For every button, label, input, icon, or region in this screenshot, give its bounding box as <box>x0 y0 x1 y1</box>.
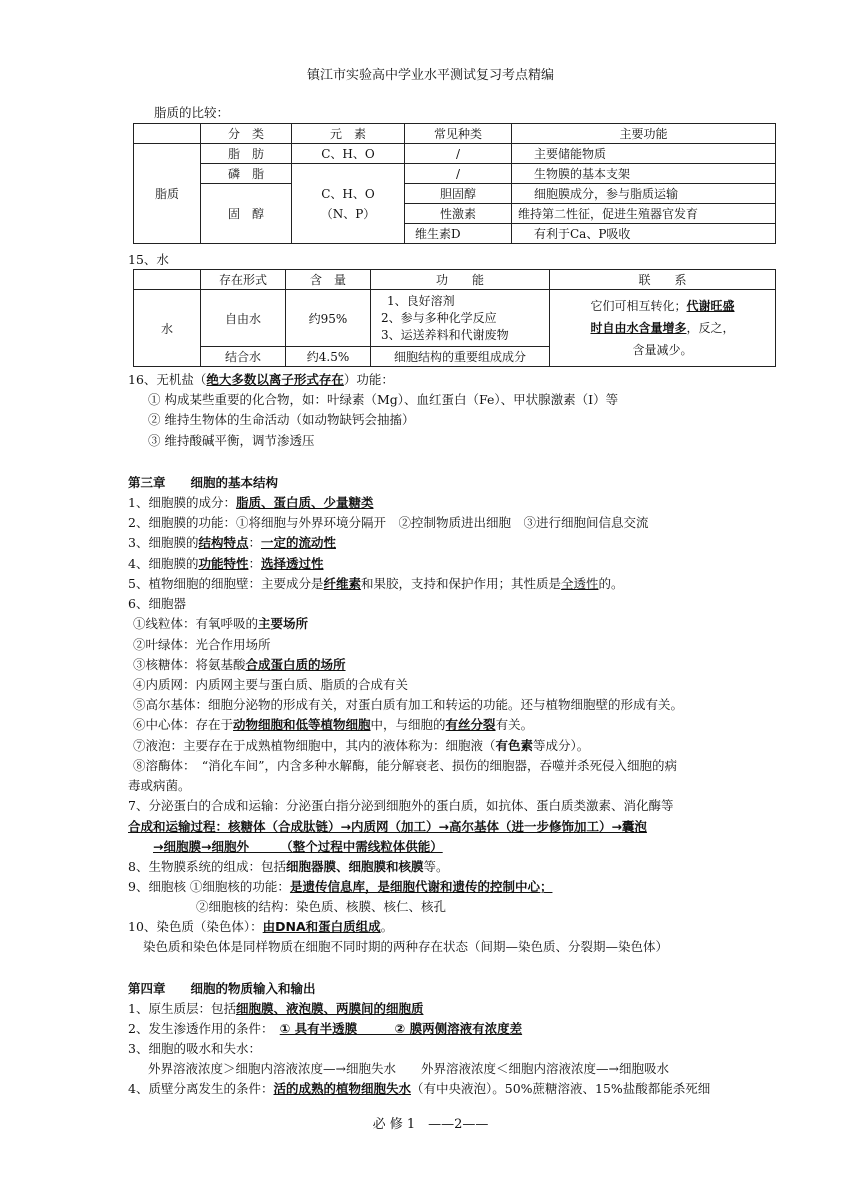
water-header-function: 功 能 <box>371 270 550 290</box>
water-relation-3: 时自由水含量增多 <box>590 321 687 335</box>
fat-name: 脂 肪 <box>201 144 292 164</box>
sterol-function-1: 细胞膜成分，参与脂质运输 <box>512 184 776 204</box>
ch3-line-9c: ②细胞核的结构：染色质、核膜、核仁、核孔 <box>196 899 447 914</box>
water-relation-1: 它们可相互转化； <box>590 299 687 313</box>
ch4-line-3b: 外界溶液浓度＞细胞内溶液浓度—→细胞失水 外界溶液浓度＜细胞内溶液浓度—→细胞吸水 <box>148 1061 669 1076</box>
ch4-l1a: 1、原生质层：包括 <box>128 1001 236 1016</box>
page-header: 镇江市实验高中学业水平测试复习考点精编 <box>306 68 554 83</box>
phospholipid-name: 磷 脂 <box>201 164 292 184</box>
o1a: ①线粒体：有氧呼吸的 <box>133 616 259 631</box>
sterol-function-2: 维持第二性征，促进生殖器官发育 <box>512 204 776 224</box>
ch3-line-9 <box>128 878 552 896</box>
free-water-name: 自由水 <box>201 290 286 347</box>
sterol-kind-3: 维生素D <box>405 224 512 244</box>
o1b: 主要场所 <box>258 616 309 631</box>
ch3-l1b: 脂质、蛋白质、少量糖类 <box>235 495 374 510</box>
water-table <box>133 269 776 367</box>
salts-title <box>128 371 394 389</box>
water-relation-4: ，反之， <box>686 321 735 335</box>
sterol-kind-1: 胆固醇 <box>405 184 512 204</box>
ch4-l4c: （有中央液泡）。50%蔗糖溶液、15%盐酸都能杀死细 <box>410 1081 711 1096</box>
water-group: 水 <box>134 290 201 367</box>
ch3-line-4 <box>128 555 324 573</box>
ch3-l1a: 1、细胞膜的成分： <box>128 495 236 510</box>
salts-title-2: 绝大多数以离子形式存在 <box>206 372 344 387</box>
ch4-l4b: 活的成熟的植物细胞失水 <box>273 1081 411 1096</box>
o6e: 有关。 <box>495 717 534 732</box>
water-relation-5: 含量减少。 <box>632 343 693 357</box>
shared-element-1: C、H、O <box>321 186 375 201</box>
fat-element: C、H、O <box>292 144 405 164</box>
salts-title-1: 16、无机盐（ <box>128 372 207 387</box>
ch4-line-1 <box>128 1000 423 1018</box>
water-header-form: 存在形式 <box>201 270 286 290</box>
ch3-l3d: 一定的流动性 <box>260 535 336 550</box>
o3a: ③核糖体：将氨基酸 <box>133 657 246 672</box>
organelle-8-cont: 毒或病菌。 <box>128 778 191 793</box>
sterol-function-3: 有利于Ca、P吸收 <box>512 224 776 244</box>
o7b: 有色素 <box>495 738 534 753</box>
o7c: 等成分）。 <box>533 738 590 753</box>
salts-title-3: ）功能： <box>343 372 394 387</box>
ch3-line-7c: →细胞膜→细胞外 （整个过程中需线粒体供能） <box>153 839 443 854</box>
free-water-function <box>371 290 550 347</box>
ch3-l3b: 结构特点 <box>198 535 249 550</box>
ch3-line-5 <box>128 575 624 593</box>
ch3-line-7: 7、分泌蛋白的合成和运输：分泌蛋白指分泌到细胞外的蛋白质，如抗体、蛋白质类激素、消化酶等 <box>128 798 674 813</box>
salts-item-3: ③ 维持酸碱平衡，调节渗透压 <box>148 433 315 448</box>
ch3-l10b: 由DNA和蛋白质组成 <box>262 919 381 934</box>
ch4-l4a: 4、质壁分离发生的条件： <box>128 1081 274 1096</box>
ch3-l10a: 10、染色质（染色体）： <box>128 919 263 934</box>
ch3-l8a: 8、生物膜系统的组成：包括 <box>128 859 286 874</box>
ch4-line-4 <box>128 1080 710 1098</box>
ch3-line-7b: 合成和运输过程：核糖体（合成肽链）→内质网（加工）→高尔基体（进一步修饰加工）→囊泡 <box>128 819 647 834</box>
free-water-function-2: 2、参与多种化学反应 <box>381 310 497 325</box>
ch3-l5c: 和果胶，支持和保护作用；其性质是 <box>360 576 561 591</box>
lipid-group: 脂质 <box>134 144 201 244</box>
ch3-l3a: 3、细胞膜的 <box>128 535 199 550</box>
o6b: 动物细胞和低等植物细胞 <box>233 717 371 732</box>
lipid-caption: 脂质的比较： <box>154 105 230 120</box>
ch3-l9a: 9、细胞核 ①细胞核的功能： <box>128 879 290 894</box>
organelle-8: ⑧溶酶体： “消化车间”，内含多种水解酶，能分解衰老、损伤的细胞器，吞噬并杀死侵入细胞的病 <box>133 758 678 773</box>
ch3-line-3 <box>128 534 336 552</box>
water-relation-line-2 <box>556 317 769 339</box>
sterol-name: 固 醇 <box>201 184 292 244</box>
fat-function: 主要储能物质 <box>512 144 776 164</box>
ch3-l8b: 细胞器膜、细胞膜和核膜 <box>285 859 424 874</box>
bound-water-amount: 约4.5% <box>286 347 371 367</box>
ch4-line-2 <box>128 1020 522 1038</box>
water-relation-line-1 <box>556 295 769 317</box>
phospholipid-kind: / <box>405 164 512 184</box>
water-relation-2: 代谢旺盛 <box>686 299 735 313</box>
sterol-kind-2: 性激素 <box>405 204 512 224</box>
o7a: ⑦液泡：主要存在于成熟植物细胞中，其内的液体称为：细胞液（ <box>133 738 496 753</box>
o6a: ⑥中心体：存在于 <box>133 717 234 732</box>
organelle-2: ②叶绿体：光合作用场所 <box>133 637 271 652</box>
ch3-line-6: 6、细胞器 <box>128 596 186 611</box>
water-relation <box>550 290 776 367</box>
ch3-line-1 <box>128 494 373 512</box>
ch3-l4b: 功能特性 <box>198 556 249 571</box>
salts-item-2: ② 维持生物体的生命活动（如动物缺钙会抽搐） <box>148 412 415 427</box>
organelle-4: ④内质网：内质网主要与蛋白质、脂质的合成有关 <box>133 677 409 692</box>
o3b: 合成蛋白质的场所 <box>245 657 346 672</box>
ch4-l1b: 细胞膜、液泡膜、两膜间的细胞质 <box>235 1001 424 1016</box>
salts-item-1: ① 构成某些重要的化合物，如：叶绿素（Mg）、血红蛋白（Fe）、甲状腺激素（I）等 <box>148 392 619 407</box>
organelle-5: ⑤高尔基体：细胞分泌物的形成有关，对蛋白质有加工和转运的功能。还与植物细胞壁的形成有关。 <box>133 697 684 712</box>
ch3-line-10 <box>128 918 393 936</box>
ch3-l5d: 全透性 <box>561 576 599 591</box>
ch3-line-8 <box>128 858 449 876</box>
ch3-line-10d: 染色质和染色体是同样物质在细胞不同时期的两种存在状态（间期—染色质、分裂期—染色体） <box>143 939 669 954</box>
shared-element <box>292 164 405 244</box>
water-title: 15、水 <box>128 252 169 267</box>
lipid-table <box>133 123 776 244</box>
chapter4-title: 第四章 细胞的物质输入和输出 <box>128 981 316 996</box>
chapter3-title: 第三章 细胞的基本结构 <box>128 475 279 490</box>
phospholipid-function: 生物膜的基本支架 <box>512 164 776 184</box>
ch3-l4c: ： <box>248 556 261 571</box>
lipid-header-function: 主要功能 <box>512 124 776 144</box>
free-water-amount: 约95% <box>286 290 371 347</box>
lipid-header-kind: 常见种类 <box>405 124 512 144</box>
ch3-l5e: 的。 <box>598 576 624 591</box>
ch3-line-2: 2、细胞膜的功能：①将细胞与外界环境分隔开 ②控制物质进出细胞 ③进行细胞间信息交流 <box>128 515 649 530</box>
page-footer: 必 修 1 ——2—— <box>372 1117 489 1132</box>
lipid-header-class: 分 类 <box>201 124 292 144</box>
o6d: 有丝分裂 <box>445 717 496 732</box>
ch3-l8c: 等。 <box>423 859 449 874</box>
free-water-function-1: 1、良好溶剂 <box>387 293 455 308</box>
bound-water-name: 结合水 <box>201 347 286 367</box>
ch4-l2a: 2、发生渗透作用的条件： <box>128 1021 280 1036</box>
ch3-l4a: 4、细胞膜的 <box>128 556 199 571</box>
shared-element-2: （N、P） <box>320 206 376 221</box>
free-water-function-3: 3、运送养料和代谢废物 <box>381 327 509 342</box>
fat-kind: / <box>405 144 512 164</box>
organelle-3 <box>133 656 346 674</box>
ch3-l10c: 。 <box>380 919 394 934</box>
ch3-l5b: 纤维素 <box>323 576 361 591</box>
organelle-7 <box>133 737 589 755</box>
water-header-amount: 含 量 <box>286 270 371 290</box>
organelle-1 <box>133 615 308 633</box>
organelle-6 <box>133 716 533 734</box>
bound-water-function: 细胞结构的重要组成成分 <box>371 347 550 367</box>
lipid-header-element: 元 素 <box>292 124 405 144</box>
water-header-relation: 联 系 <box>550 270 776 290</box>
ch4-line-3: 3、细胞的吸水和失水： <box>128 1041 261 1056</box>
ch3-l9b: 是遗传信息库，是细胞代谢和遗传的控制中心； <box>289 879 553 894</box>
ch4-l2b: ① 具有半透膜 ② 膜两侧溶液有浓度差 <box>279 1021 523 1036</box>
ch3-l4d: 选择透过性 <box>260 556 324 571</box>
ch3-l3c: ： <box>248 535 261 550</box>
ch3-l5a: 5、植物细胞的细胞壁：主要成分是 <box>128 576 324 591</box>
o6c: 中，与细胞的 <box>370 717 446 732</box>
